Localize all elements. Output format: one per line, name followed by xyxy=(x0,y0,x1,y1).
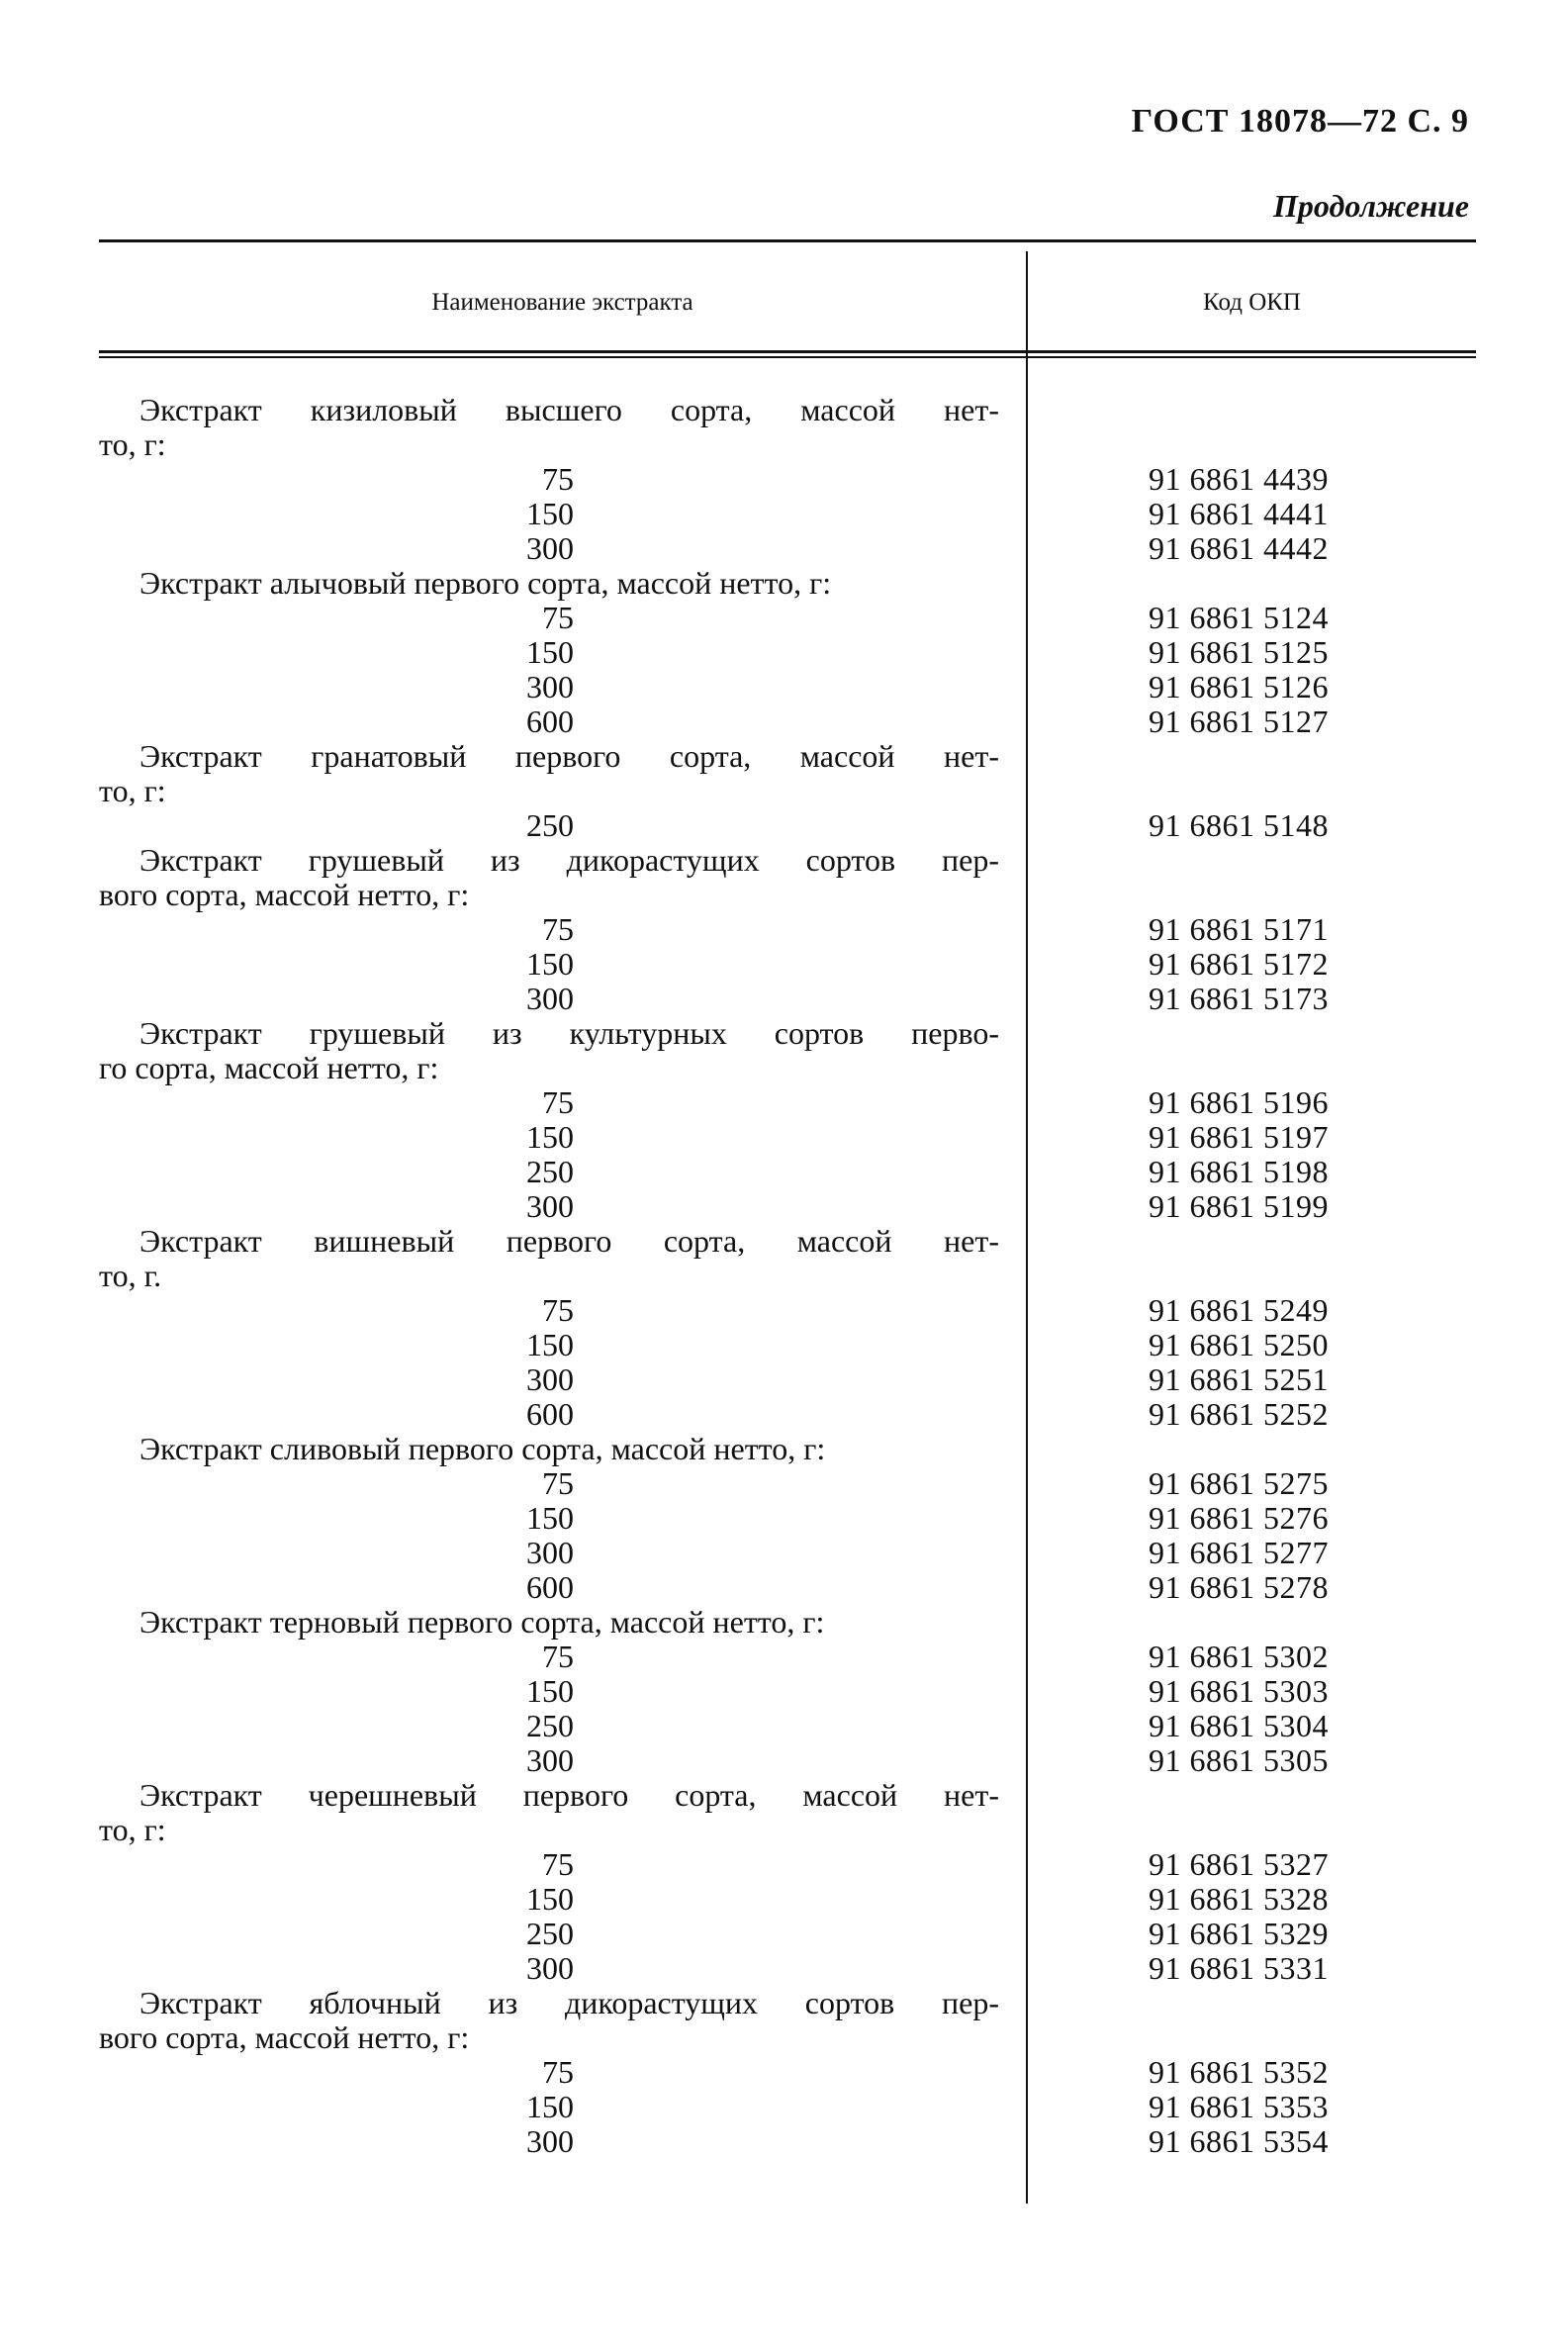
okp-code: 91 6861 5303 xyxy=(1149,1673,1329,1709)
okp-code: 91 6861 5197 xyxy=(1149,1119,1329,1155)
product-name-row xyxy=(99,843,1476,878)
table-row xyxy=(99,497,1476,531)
table-row xyxy=(99,1328,1476,1362)
table-row xyxy=(99,1293,1476,1328)
net-weight: 150 xyxy=(526,496,574,531)
table-row xyxy=(99,808,1476,843)
net-weight: 250 xyxy=(526,1916,574,1951)
product-name-text: вого сорта, массой нетто, г: xyxy=(99,877,470,912)
okp-code: 91 6861 5196 xyxy=(1149,1084,1329,1120)
net-weight: 300 xyxy=(526,1950,574,1986)
okp-code: 91 6861 5304 xyxy=(1149,1708,1329,1743)
table-row xyxy=(99,947,1476,982)
net-weight: 150 xyxy=(526,634,574,670)
table-row xyxy=(99,1120,1476,1155)
okp-code: 91 6861 5172 xyxy=(1149,946,1329,982)
product-name-row xyxy=(99,393,1476,427)
product-name-row xyxy=(99,774,1476,808)
okp-code: 91 6861 5251 xyxy=(1149,1361,1329,1397)
okp-code: 91 6861 5249 xyxy=(1149,1292,1329,1328)
net-weight: 150 xyxy=(526,1119,574,1155)
net-weight: 300 xyxy=(526,2123,574,2159)
table-row xyxy=(99,2055,1476,2090)
product-name-text: Экстракт терновый первого сорта, массой нетто, г: xyxy=(139,1604,825,1640)
net-weight: 250 xyxy=(526,807,574,843)
net-weight: 75 xyxy=(542,1292,574,1328)
okp-code: 91 6861 4441 xyxy=(1149,496,1329,531)
product-name-row xyxy=(99,1778,1476,1813)
table-row xyxy=(99,982,1476,1016)
okp-code: 91 6861 5198 xyxy=(1149,1154,1329,1189)
product-name-text: вого сорта, массой нетто, г: xyxy=(99,2019,470,2055)
table-row xyxy=(99,1882,1476,1917)
product-name-text: то, г: xyxy=(99,1812,166,1847)
product-name-text: Экстракт черешневый первого сорта, массой нет- xyxy=(139,1777,999,1813)
table-row xyxy=(99,670,1476,704)
table-row xyxy=(99,1155,1476,1189)
okp-code: 91 6861 5331 xyxy=(1149,1950,1329,1986)
continuation-label: Продолжение xyxy=(1273,188,1469,224)
net-weight: 300 xyxy=(526,530,574,566)
product-name-row xyxy=(99,2020,1476,2055)
product-name-row xyxy=(99,1259,1476,1293)
okp-code: 91 6861 5199 xyxy=(1149,1188,1329,1224)
table-row xyxy=(99,1951,1476,1986)
okp-code: 91 6861 5125 xyxy=(1149,634,1329,670)
okp-code: 91 6861 5302 xyxy=(1149,1639,1329,1674)
table-row xyxy=(99,1189,1476,1224)
okp-code: 91 6861 5126 xyxy=(1149,669,1329,704)
product-name-row xyxy=(99,1224,1476,1259)
okp-code: 91 6861 5354 xyxy=(1149,2123,1329,2159)
table-row xyxy=(99,1709,1476,1743)
table-row xyxy=(99,2090,1476,2124)
okp-code: 91 6861 5173 xyxy=(1149,981,1329,1016)
okp-code: 91 6861 5305 xyxy=(1149,1742,1329,1778)
net-weight: 150 xyxy=(526,946,574,982)
okp-code: 91 6861 5329 xyxy=(1149,1916,1329,1951)
table-row xyxy=(99,1743,1476,1778)
header-rule-double xyxy=(99,356,1476,358)
net-weight: 600 xyxy=(526,1396,574,1432)
page-header: ГОСТ 18078—72 С. 9 xyxy=(1131,103,1469,140)
table-row xyxy=(99,601,1476,635)
net-weight: 300 xyxy=(526,981,574,1016)
okp-code: 91 6861 5277 xyxy=(1149,1535,1329,1570)
okp-code: 91 6861 5250 xyxy=(1149,1327,1329,1362)
net-weight: 150 xyxy=(526,1327,574,1362)
net-weight: 75 xyxy=(542,461,574,497)
product-name-text: Экстракт кизиловый высшего сорта, массой нет- xyxy=(139,392,999,427)
product-name-text: то, г. xyxy=(99,1258,162,1293)
table-body xyxy=(99,393,1476,2159)
net-weight: 300 xyxy=(526,1742,574,1778)
product-name-row xyxy=(99,1016,1476,1051)
net-weight: 300 xyxy=(526,1188,574,1224)
net-weight: 75 xyxy=(542,911,574,947)
net-weight: 75 xyxy=(542,1639,574,1674)
table-row xyxy=(99,1640,1476,1674)
okp-code: 91 6861 5353 xyxy=(1149,2089,1329,2124)
okp-code: 91 6861 5275 xyxy=(1149,1465,1329,1501)
table-row xyxy=(99,704,1476,739)
product-name-row xyxy=(99,739,1476,774)
net-weight: 150 xyxy=(526,1881,574,1917)
okp-code: 91 6861 5171 xyxy=(1149,911,1329,947)
product-name-row xyxy=(99,566,1476,601)
product-name-row xyxy=(99,878,1476,912)
product-name-text: то, г: xyxy=(99,426,166,462)
column-header-name: Наименование экстракта xyxy=(431,289,693,316)
okp-code: 91 6861 5148 xyxy=(1149,807,1329,843)
net-weight: 250 xyxy=(526,1154,574,1189)
net-weight: 250 xyxy=(526,1708,574,1743)
product-name-text: Экстракт алычовый первого сорта, массой нетто, г: xyxy=(139,565,832,601)
net-weight: 600 xyxy=(526,704,574,739)
product-name-row xyxy=(99,1813,1476,1847)
net-weight: 150 xyxy=(526,1673,574,1709)
table-row xyxy=(99,635,1476,670)
product-name-row xyxy=(99,1051,1476,1085)
okp-code: 91 6861 4442 xyxy=(1149,530,1329,566)
okp-code: 91 6861 5278 xyxy=(1149,1569,1329,1605)
column-header-code: Код ОКП xyxy=(1203,289,1301,316)
product-name-row xyxy=(99,1986,1476,2020)
okp-code: 91 6861 5276 xyxy=(1149,1500,1329,1536)
okp-code: 91 6861 5352 xyxy=(1149,2054,1329,2090)
net-weight: 75 xyxy=(542,600,574,635)
product-name-row xyxy=(99,1605,1476,1640)
table-row xyxy=(99,1917,1476,1951)
product-name-row xyxy=(99,427,1476,462)
product-name-text: Экстракт гранатовый первого сорта, массой нет- xyxy=(139,738,999,774)
product-name-text: то, г: xyxy=(99,773,166,808)
table-row xyxy=(99,1847,1476,1882)
product-name-text: Экстракт грушевый из дикорастущих сортов пер- xyxy=(139,842,999,878)
product-name-text: Экстракт вишневый первого сорта, массой нет- xyxy=(139,1223,999,1259)
table-row xyxy=(99,1397,1476,1432)
product-name-text: го сорта, массой нетто, г: xyxy=(99,1050,439,1085)
product-name-text: Экстракт яблочный из дикорастущих сортов пер- xyxy=(139,1985,999,2020)
net-weight: 150 xyxy=(526,1500,574,1536)
okp-code: 91 6861 5124 xyxy=(1149,600,1329,635)
table-row xyxy=(99,912,1476,947)
header-rule xyxy=(99,350,1476,353)
net-weight: 75 xyxy=(542,1084,574,1120)
table-row xyxy=(99,462,1476,497)
okp-table xyxy=(99,239,1476,2204)
table-row xyxy=(99,1362,1476,1397)
net-weight: 75 xyxy=(542,1465,574,1501)
okp-code: 91 6861 5127 xyxy=(1149,704,1329,739)
okp-code: 91 6861 5327 xyxy=(1149,1846,1329,1882)
okp-code: 91 6861 4439 xyxy=(1149,461,1329,497)
product-name-text: Экстракт сливовый первого сорта, массой нетто, г: xyxy=(139,1431,826,1466)
table-row xyxy=(99,1570,1476,1605)
table-row xyxy=(99,1085,1476,1120)
table-row xyxy=(99,2124,1476,2159)
table-row xyxy=(99,1466,1476,1501)
table-row xyxy=(99,1501,1476,1536)
net-weight: 300 xyxy=(526,669,574,704)
table-row xyxy=(99,1674,1476,1709)
product-name-text: Экстракт грушевый из культурных сортов перво- xyxy=(139,1015,999,1051)
table-row xyxy=(99,1536,1476,1570)
net-weight: 75 xyxy=(542,1846,574,1882)
table-top-rule xyxy=(99,239,1476,242)
net-weight: 300 xyxy=(526,1361,574,1397)
net-weight: 75 xyxy=(542,2054,574,2090)
okp-code: 91 6861 5328 xyxy=(1149,1881,1329,1917)
table-row xyxy=(99,531,1476,566)
okp-code: 91 6861 5252 xyxy=(1149,1396,1329,1432)
net-weight: 600 xyxy=(526,1569,574,1605)
net-weight: 150 xyxy=(526,2089,574,2124)
net-weight: 300 xyxy=(526,1535,574,1570)
product-name-row xyxy=(99,1432,1476,1466)
